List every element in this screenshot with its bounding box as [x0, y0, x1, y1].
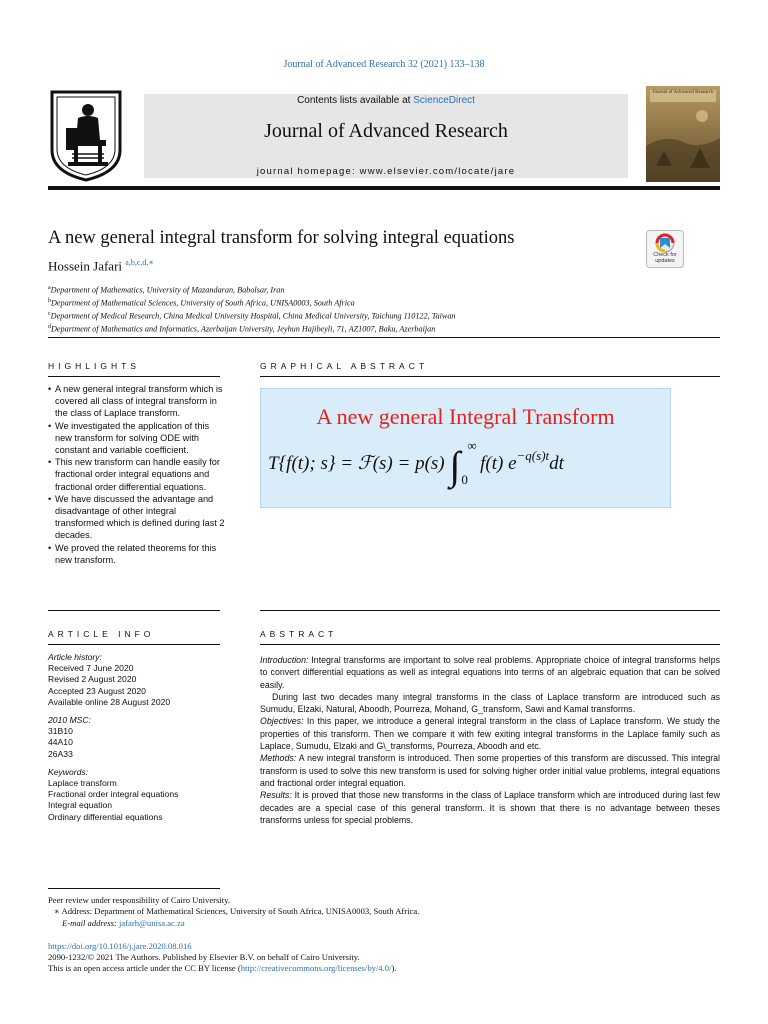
highlights-rule — [48, 376, 220, 377]
article-info-heading: ARTICLE INFO — [48, 629, 155, 639]
abstract-methods — [260, 752, 720, 789]
methods-label: Methods: — [260, 753, 297, 764]
footnote-rule — [48, 888, 220, 889]
affiliation-text: Department of Mathematics and Informatics, Azerbaijan University, Jeyhun Hajibeyli, 71, AZ1007, Baku, Azerbaijan — [51, 325, 436, 335]
keyword-item[interactable]: Laplace transform — [48, 778, 117, 789]
methods-text: A new integral transform is introduced. Then some properties of this transform are discussed. This integral transform is used to solve this new transform is used for solving higher order initial value problems, integral equations and fractional order integral equation. — [260, 753, 720, 788]
history-item: Available online 28 August 2020 — [48, 696, 171, 707]
abstract-results — [260, 789, 720, 826]
affiliation-item — [48, 296, 668, 309]
highlight-item: • We have discussed the advantage and disadvantage of other integral transformed which is defined during last 2 decades. — [48, 493, 226, 542]
highlight-item: • We proved the related theorems for this new transform. — [48, 542, 226, 566]
formula-lhs: T{f(t); s} = ℱ(s) = p(s) — [268, 453, 445, 474]
highlight-item: • We investigated the application of this new transform for solving ODE with constant and variable coefficient. — [48, 420, 226, 457]
keywords-label: Keywords: — [48, 766, 89, 777]
integral-glyph: ∫ — [449, 443, 461, 488]
graphical-abstract-formula — [268, 438, 564, 489]
license-prefix: This is an open access article under the CC BY license ( — [48, 963, 241, 973]
abstract-objectives — [260, 715, 720, 752]
email-note — [48, 918, 562, 930]
msc-item: 26A33 — [48, 748, 73, 759]
author-line — [48, 258, 154, 274]
info-gap — [48, 760, 248, 767]
objectives-text: In this paper, we introduce a general integral transform in the class of Laplace transform. We study the properties of this transform. Then we compare it with few exiting integral transforms in the Laplace family such as Laplace, Sumudu, Elzaki and G\_transforms, Pourreza, Aboodh and etc. — [260, 716, 720, 752]
affiliation-text: Department of Mathematics, University of Mazandaran, Babolsar, Iran — [50, 285, 285, 295]
license-line — [48, 963, 648, 975]
formula-exponent: −q(s)t — [516, 448, 550, 463]
abstract-body — [260, 654, 720, 826]
abstract-rule — [260, 644, 720, 645]
integral-lower-limit: 0 — [461, 472, 468, 487]
contents-prefix: Contents lists available at — [297, 95, 414, 106]
journal-homepage[interactable]: journal homepage: www.elsevier.com/locate/jare — [256, 166, 516, 177]
article-info — [48, 652, 248, 823]
author-affiliation-marks[interactable]: a,b,c,d,∗ — [125, 258, 154, 267]
affiliation-label: a — [48, 285, 51, 291]
formula-integrand: f(t) e — [480, 453, 517, 474]
crossmark-label — [646, 252, 684, 264]
affiliation-text: Department of Medical Research, China Medical University Hospital, China Medical University, Taichung 110122, Taiwan — [50, 312, 456, 322]
affiliation-label: c — [48, 311, 51, 318]
title-bottom-rule — [48, 337, 720, 338]
header-rule — [48, 186, 720, 190]
affiliations — [48, 283, 668, 336]
integral-upper-limit: ∞ — [467, 438, 477, 453]
graphical-abstract-heading: GRAPHICAL ABSTRACT — [260, 361, 429, 371]
article-title: A new general integral transform for solving integral equations — [48, 228, 515, 248]
address-note — [48, 906, 548, 918]
objectives-label: Objectives: — [260, 716, 304, 727]
highlight-item: • A new general integral transform which is covered all class of integral transform in the class of Laplace transform. — [48, 383, 226, 420]
peer-review-note: Peer review under responsibility of Cairo University. — [48, 895, 231, 905]
journal-cover-image — [646, 86, 720, 182]
address-mark: ∗ — [54, 906, 60, 916]
graphical-abstract-title: A new general Integral Transform — [316, 404, 615, 429]
affiliation-item — [48, 309, 668, 322]
highlights-bottom-rule — [48, 610, 220, 611]
crossmark-label-line1: Check for — [653, 252, 677, 258]
msc-item: 44A10 — [48, 737, 73, 748]
crossmark-label-line2: updates — [655, 258, 675, 264]
keyword-item[interactable]: Ordinary differential equations — [48, 811, 163, 822]
highlights-heading: HIGHLIGHTS — [48, 361, 140, 371]
introduction-label: Introduction: — [260, 655, 309, 665]
results-label: Results: — [260, 790, 292, 801]
contents-line — [144, 95, 628, 106]
license-suffix: ). — [391, 963, 397, 973]
address-text: Address: Department of Mathematical Sciences, University of South Africa, UNISA0003, South Africa. — [61, 906, 420, 916]
abstract-heading: ABSTRACT — [260, 629, 338, 639]
check-for-updates-button[interactable] — [646, 230, 684, 268]
keyword-item[interactable]: Integral equation — [48, 800, 113, 811]
integral-sign — [449, 438, 477, 489]
doi-link[interactable]: https://doi.org/10.1016/j.jare.2020.08.016 — [48, 941, 192, 951]
abstract-introduction-2: During last two decades many integral transforms in the class of Laplace transform are introduced such as Sumudu, Elzaki, Natural, Aboodh, Pourreza, Mohand, G_transform, Sawi and Kamal transforms. — [260, 691, 720, 715]
graphical-abstract-rule — [260, 376, 720, 377]
cairo-university-logo — [48, 88, 124, 182]
msc-item: 31B10 — [48, 726, 73, 737]
graphical-abstract-bottom-rule — [260, 610, 720, 611]
affiliation-item — [48, 283, 668, 296]
email-label: E-mail address: — [62, 918, 117, 928]
author-name: Hossein Jafari — [48, 258, 123, 274]
journal-citation[interactable]: Journal of Advanced Research 32 (2021) 133–138 — [283, 59, 485, 70]
history-item: Revised 2 August 2020 — [48, 674, 137, 685]
affiliation-text: Department of Mathematical Sciences, University of South Africa, UNISA0003, South Africa — [51, 298, 355, 308]
history-item: Received 7 June 2020 — [48, 663, 134, 674]
highlight-item: • This new transform can handle easily for fractional order integral equations and fractional order differential equations. — [48, 456, 226, 493]
doi-line — [48, 941, 548, 953]
abstract-introduction — [260, 654, 720, 691]
info-gap — [48, 708, 248, 715]
history-label: Article history: — [48, 652, 102, 662]
cover-title: Journal of Advanced Research — [652, 90, 714, 95]
introduction-text: Integral transforms are important to solve real problems. Appropriate choice of integral transforms helps to convert differential equations as well as integral equations into terms of an algebraic equation that can be solved easily. — [260, 655, 720, 690]
keyword-item[interactable]: Fractional order integral equations — [48, 789, 179, 800]
affiliation-label: b — [48, 298, 51, 305]
copyright-line: 2090-1232/© 2021 The Authors. Published by Elsevier B.V. on behalf of Cairo University. — [48, 952, 360, 962]
article-info-rule — [48, 644, 220, 645]
highlights-list — [48, 383, 226, 566]
formula-differential: dt — [549, 453, 564, 474]
history-item: Accepted 23 August 2020 — [48, 685, 146, 696]
journal-name: Journal of Advanced Research — [264, 120, 508, 142]
email-link[interactable]: jafarh@unisa.ac.za — [118, 918, 185, 928]
license-link[interactable]: http://creativecommons.org/licenses/by/4.0/ — [240, 963, 392, 973]
affiliation-label: d — [48, 324, 51, 331]
affiliation-item — [48, 322, 668, 335]
results-text: It is proved that those new transforms in the class of Laplace transform which are introduced during last few decades are a special case of this general transform. It is shown that there is no advantage between theses transforms unless for special problems. — [260, 790, 720, 825]
msc-label: 2010 MSC: — [48, 715, 91, 726]
sciencedirect-link[interactable]: ScienceDirect — [413, 95, 475, 106]
